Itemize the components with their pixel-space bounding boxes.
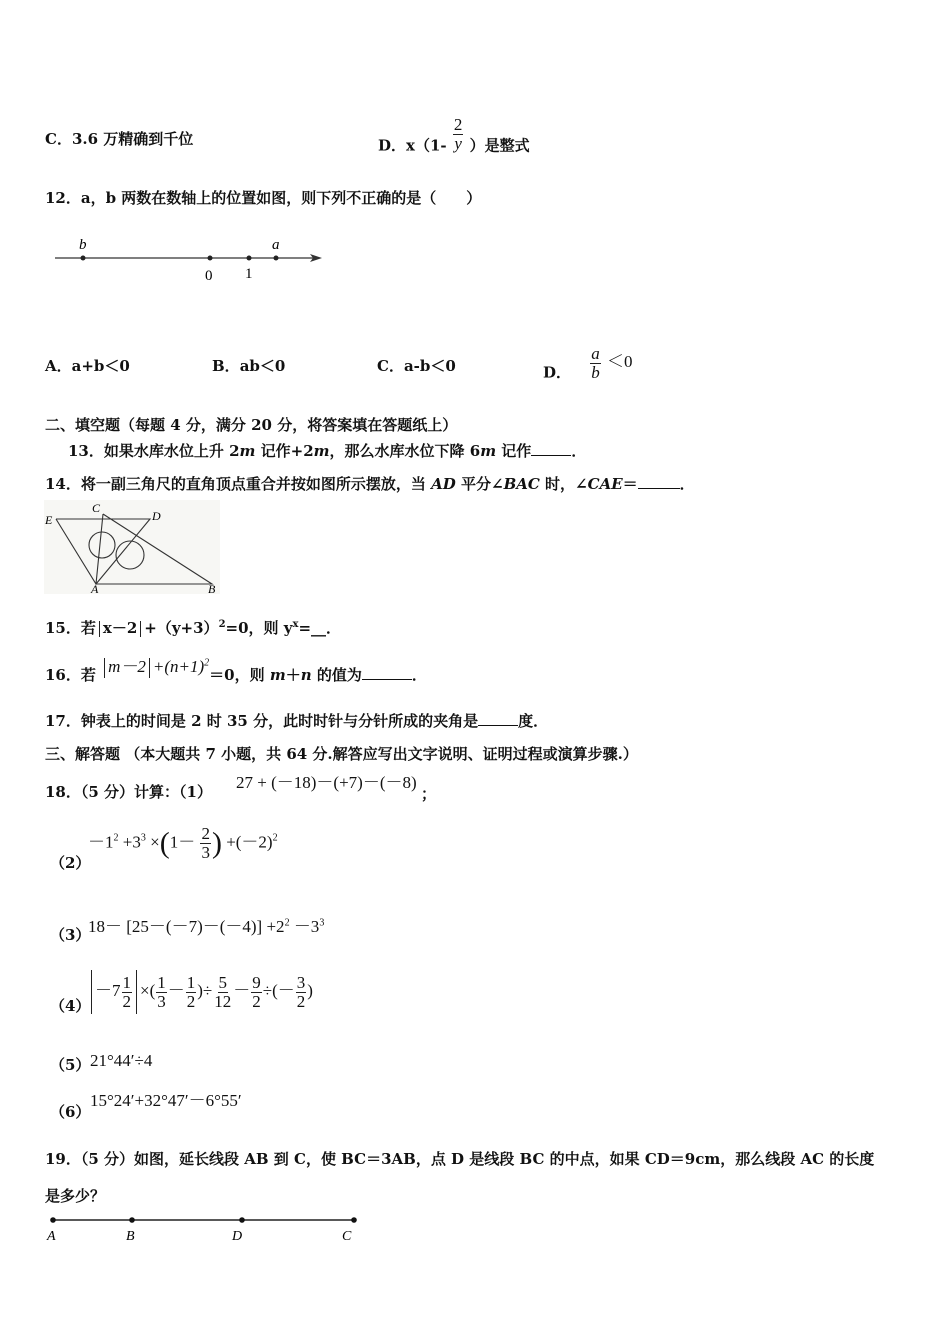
q11-option-d-fraction xyxy=(453,116,464,153)
q12-option-c-text: a-b＜0 xyxy=(403,357,456,375)
q18-e2-fraction: $\frac{2}{3}$ xyxy=(201,824,210,862)
q11-frac-num: 2 xyxy=(453,115,463,134)
q18-label: 18．（5 分）计算：（1） xyxy=(45,783,212,801)
q11-option-d xyxy=(378,115,530,165)
q12-option-d-fraction xyxy=(590,345,601,382)
q19-point-b xyxy=(129,1217,135,1223)
q16 xyxy=(45,657,427,686)
q15-abs-content: x－2 xyxy=(102,619,138,637)
q12-number-line xyxy=(50,232,330,287)
q18-label-2: （2） xyxy=(50,854,91,872)
q15-end: =__． xyxy=(298,619,342,637)
q12-point-1 xyxy=(247,256,252,261)
q16-n: n xyxy=(300,666,312,684)
q18-expr-2: $-1^2 +3^3 \times(1-$ $\frac{2}{3}$ ) $+(-2)^2$ xyxy=(88,824,278,862)
q12-text: 12．a，b 两数在数轴上的位置如图，则下列不正确的是（ ） xyxy=(45,189,482,207)
q18-e4-f5: $\frac{3}{2}$ xyxy=(296,972,306,1011)
q12-point-a xyxy=(274,256,279,261)
q13 xyxy=(68,440,586,461)
q13-m3: m xyxy=(480,442,497,460)
q15 xyxy=(45,617,341,638)
q18-label-5: （5） xyxy=(50,1056,91,1074)
q12-frac-num: a xyxy=(591,344,600,363)
q14-part4: ＝ xyxy=(622,475,638,493)
q12-option-d xyxy=(543,344,633,392)
q14-ad: AD xyxy=(431,475,456,493)
q15-abs-left xyxy=(99,621,100,637)
q14 xyxy=(45,473,695,494)
q18-e2-e: +(－2) xyxy=(226,832,273,852)
q14-answer-blank[interactable] xyxy=(638,488,680,489)
q16-end: 的值为 xyxy=(311,666,362,684)
q14-label-b: B xyxy=(208,582,216,594)
q12-option-c xyxy=(377,355,456,376)
q12-frac-den: b xyxy=(591,362,600,382)
q19-text: 19．（5 分）如图，延长线段 AB 到 C，使 BC＝3AB，点 D 是线段 BC 的中点，如果 CD＝9cm，那么线段 AC 的长度 xyxy=(45,1150,875,1168)
q16-abs-right xyxy=(149,658,150,678)
q17 xyxy=(45,710,548,731)
q18-label-6: （6） xyxy=(50,1103,91,1121)
q14-bac: BAC xyxy=(503,475,540,493)
q12-point-0 xyxy=(208,256,213,261)
q18-label-4: （4） xyxy=(50,997,91,1015)
q15-prefix: 15．若 xyxy=(45,619,96,637)
q18-e3-d: －3 xyxy=(293,917,320,936)
q18-e4-d: ×( xyxy=(140,980,156,1000)
q19-point-d xyxy=(239,1217,245,1223)
q15-exp: 2 xyxy=(218,619,226,630)
q16-answer-blank[interactable] xyxy=(362,679,412,680)
q14-part2: 平分∠ xyxy=(455,475,504,493)
q12-option-d-label: D． xyxy=(543,363,572,382)
q18-e4-f3: $\frac{5}{12}$ xyxy=(214,972,232,1011)
q18-e2-b: +3 xyxy=(122,832,141,852)
q14-figure xyxy=(44,500,220,594)
q14-cae: CAE xyxy=(587,475,623,493)
q15-after: =0，则 y xyxy=(225,619,293,637)
q19-label-b: B xyxy=(126,1229,135,1244)
q16-expression xyxy=(101,657,209,676)
q12-option-a-label: A． xyxy=(45,357,72,375)
q18-expr-4: －7 $\frac{1}{2}$ ×( $\frac{1}{3}$ － $\frac{1}{2}$ )÷ $\frac{5}{12}$ － $\frac{9}{2}$ ÷(－ $\frac{3}{2}$ ) xyxy=(88,970,313,1014)
q12-option-b xyxy=(212,355,285,376)
q14-end: ． xyxy=(679,475,695,493)
q18-expr-5: 21°44′÷4 xyxy=(90,1051,153,1070)
q19-label-a: A xyxy=(47,1229,56,1244)
q13-m1: m xyxy=(239,442,256,460)
q18-e4-mixed-frac: $\frac{1}{2}$ xyxy=(122,972,131,1011)
q13-part4: 记作 xyxy=(496,442,532,460)
q11-option-d-prefix: D．x（1- xyxy=(378,136,447,155)
q18-expr-6: 15°24′+32°47′－6°55′ xyxy=(90,1091,242,1110)
q12-point-b xyxy=(81,256,86,261)
q12-option-b-text: ab＜0 xyxy=(239,357,286,375)
q12-option-a-text: a+b＜0 xyxy=(71,357,130,375)
q17-text: 17．钟表上的时间是 2 时 35 分，此时时针与分针所成的夹角是 xyxy=(45,712,479,730)
q19-point-a xyxy=(50,1217,56,1223)
q19-segment-figure xyxy=(44,1210,364,1244)
q11-option-c: C．3.6 万精确到千位 xyxy=(45,130,194,148)
q18-e2-d: 1－ xyxy=(169,832,196,852)
q14-label-e: E xyxy=(45,513,53,527)
q18-e4-a: －7 xyxy=(95,980,121,1000)
q14-label-c: C xyxy=(92,501,101,515)
q15-abs-right xyxy=(140,621,141,637)
q13-part2: 记作+2 xyxy=(255,442,314,460)
q18-e2-a: －1 xyxy=(88,832,114,852)
q18-semicolon: ； xyxy=(421,785,437,803)
q12-option-c-label: C． xyxy=(377,357,404,375)
q17-end: 度． xyxy=(518,712,549,730)
q14-label-d: D xyxy=(152,509,161,523)
q18-expr-1: 27 + (－18)－(+7)－(－8) xyxy=(236,773,417,792)
q13-answer-blank[interactable] xyxy=(531,455,571,456)
q16-plus: +(n+1) xyxy=(152,657,205,676)
q15-middle: +（y+3） xyxy=(144,619,219,637)
q16-dot: ． xyxy=(411,666,427,684)
q14-part1: 14．将一副三角尺的直角顶点重合并按如图所示摆放，当 xyxy=(45,475,432,493)
q12-option-d-rel: ＜0 xyxy=(606,352,633,372)
q11-frac-den: y xyxy=(454,133,462,153)
section2-title: 二、填空题（每题 4 分，满分 20 分，将答案填在答题纸上） xyxy=(45,416,458,434)
q13-part1: 13．如果水库水位上升 2 xyxy=(68,442,240,460)
q12-label-a: a xyxy=(272,237,280,253)
q16-exp: 2 xyxy=(204,657,210,669)
section3-title: 三、解答题 （本大题共 7 小题，共 64 分.解答应写出文字说明、证明过程或演算步骤.） xyxy=(45,745,638,763)
q13-end: ． xyxy=(571,442,587,460)
q16-plus2: ＋ xyxy=(285,666,301,684)
q13-m2: m xyxy=(313,442,330,460)
q13-part3: ，那么水库水位下降 6 xyxy=(329,442,481,460)
q19-point-c xyxy=(351,1217,357,1223)
q18-e4-f1: $\frac{1}{3}$ xyxy=(157,972,166,1011)
q14-figure-bg xyxy=(44,500,220,594)
q16-abs-left xyxy=(104,658,105,678)
q14-part3: 时，∠ xyxy=(539,475,588,493)
q18-e4-f2: $\frac{1}{2}$ xyxy=(186,972,196,1011)
q14-label-a: A xyxy=(91,582,99,594)
q19-text-2: 是多少？ xyxy=(45,1187,106,1205)
q18-e2-c: × xyxy=(150,832,160,852)
q12-label-0: 0 xyxy=(205,268,213,284)
q19-label-c: C xyxy=(342,1229,352,1244)
q16-abs-content: m－2 xyxy=(108,657,146,676)
q18-e3-b: [25－(－7)－(－4)] xyxy=(126,917,263,936)
q19-label-d: D xyxy=(232,1229,243,1244)
q16-m: m xyxy=(269,666,286,684)
q11-option-d-suffix: ）是整式 xyxy=(469,136,530,155)
q18-e3-c: +2 xyxy=(266,917,285,936)
q12-option-b-label: B． xyxy=(212,357,240,375)
q12-option-a xyxy=(45,355,130,376)
q18-e3-a: 18－ xyxy=(88,917,122,936)
q16-after: ＝0，则 xyxy=(209,666,270,684)
q12-label-b: b xyxy=(79,237,87,253)
q15-exp2: x xyxy=(292,619,299,630)
q18-label-3: （3） xyxy=(50,926,91,944)
q18-e4-f4: $\frac{9}{2}$ xyxy=(252,972,261,1011)
q17-answer-blank[interactable] xyxy=(478,725,518,726)
q18-expr-3: $18- [25-(-7)-(-4)] +2^2 -3^3$ xyxy=(88,917,325,936)
q16-prefix: 16．若 xyxy=(45,666,96,684)
q12-label-1: 1 xyxy=(245,266,253,282)
